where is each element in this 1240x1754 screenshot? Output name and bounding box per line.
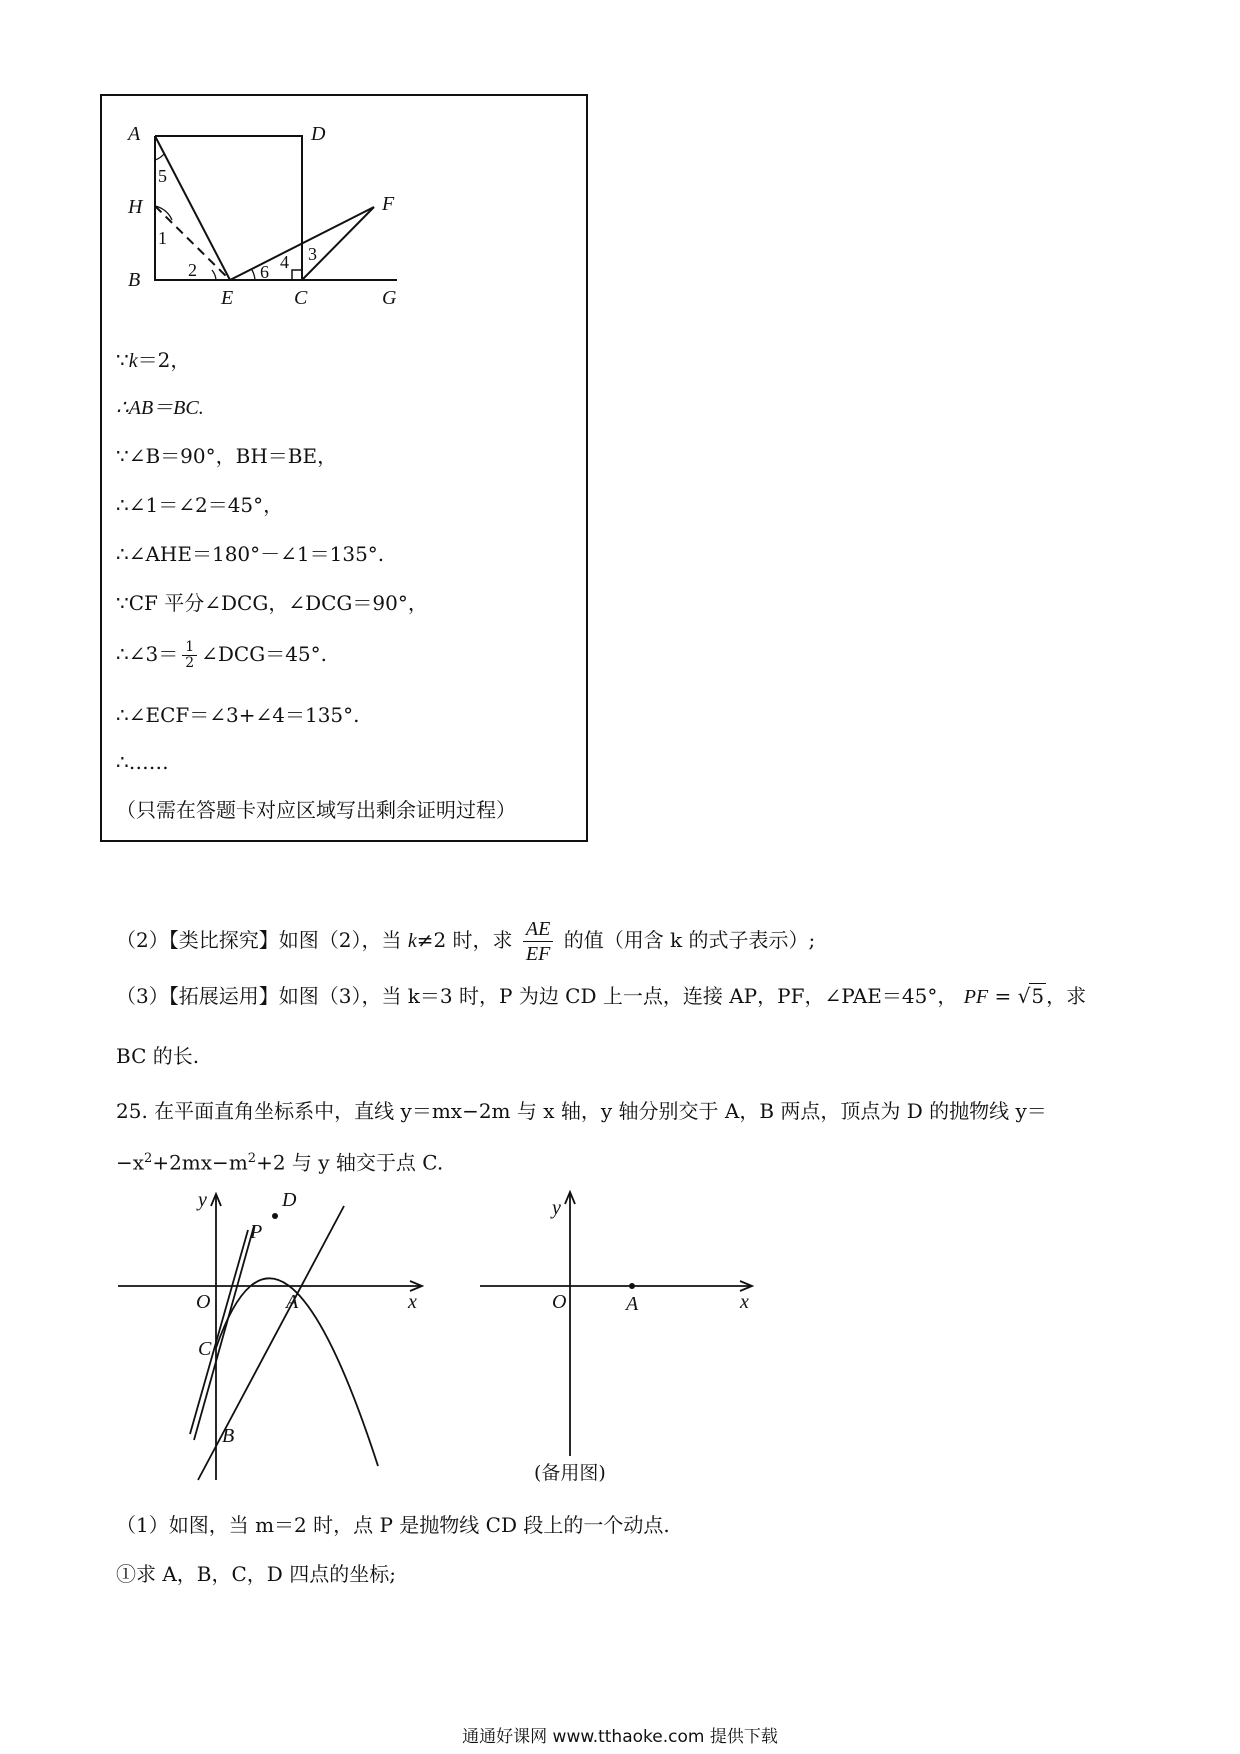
parabola-figure: [110, 1190, 440, 1490]
fraction-one-half: $\frac{1}{2}$: [182, 640, 197, 671]
fig2-label-D: D: [282, 1190, 297, 1211]
fig3-label-O: O: [552, 1291, 567, 1313]
square-geometry-figure: [120, 110, 420, 310]
subquestion-1-part-1: ①求 A，B，C，D 四点的坐标;: [116, 1562, 396, 1586]
label-D: D: [311, 123, 326, 145]
fig2-label-C: C: [198, 1338, 212, 1360]
label-F: F: [382, 193, 395, 215]
fig2-label-y: y: [198, 1190, 207, 1211]
proof-line-3: ∵∠B＝90°，BH＝BE，: [116, 444, 338, 468]
label-E: E: [221, 287, 234, 309]
fig2-label-x: x: [408, 1291, 417, 1313]
sqrt-five: √5: [1017, 984, 1045, 1008]
page-footer: 通通好课网 www.tthaoke.com 提供下载: [462, 1727, 778, 1747]
fig2-label-P: P: [250, 1221, 263, 1243]
fig3-label-x: x: [740, 1291, 749, 1313]
angle-label-2: 2: [188, 260, 197, 280]
proof-note: （只需在答题卡对应区域写出剩余证明过程）: [116, 798, 516, 822]
proof-line-1: ∵k＝2，: [116, 348, 191, 372]
fig2-label-B: B: [222, 1425, 235, 1447]
proof-line-5: ∴∠AHE＝180°－∠1＝135°.: [116, 542, 385, 566]
fraction-ae-over-ef: $\frac{AE}{EF}$: [523, 917, 553, 966]
angle-label-6: 6: [260, 262, 269, 282]
label-C: C: [294, 287, 308, 309]
proof-line-8: ∴∠ECF＝∠3+∠4＝135°.: [116, 703, 360, 727]
fig3-label-y: y: [552, 1197, 561, 1219]
label-A: A: [128, 123, 141, 145]
proof-line-7: ∴∠3＝ $\frac{1}{2}$ ∠DCG＝45°.: [116, 639, 328, 671]
fig3-label-A: A: [626, 1293, 639, 1315]
angle-label-5: 5: [158, 166, 167, 186]
proof-line-2: ∴AB＝BC.: [116, 397, 204, 419]
question-25-line-2: $-x^2+2mx-m^2+2$ 与 y 轴交于点 C.: [116, 1150, 444, 1175]
label-G: G: [382, 287, 397, 309]
spare-axes-figure: [470, 1188, 760, 1478]
question-25-line-1: 25. 在平面直角坐标系中，直线 y＝mx−2m 与 x 轴，y 轴分别交于 A，B 两点，顶点为 D 的抛物线 y＝: [116, 1099, 1047, 1123]
label-B: B: [128, 269, 141, 291]
proof-line-6: ∵CF 平分∠DCG，∠DCG＝90°，: [116, 591, 428, 615]
angle-label-1: 1: [158, 228, 167, 248]
angle-label-4: 4: [280, 252, 289, 272]
proof-line-4: ∴∠1＝∠2＝45°，: [116, 493, 284, 517]
question-2: （2）【类比探究】如图（2），当 k≠2 时，求 $\frac{AE}{EF}$ 的值（用含 k 的式子表示）;: [116, 918, 816, 965]
proof-line-9: ∴……: [116, 750, 169, 774]
label-H: H: [128, 196, 143, 218]
question-3-line-2: BC 的长.: [116, 1044, 200, 1068]
angle-label-3: 3: [308, 244, 317, 264]
spare-figure-caption: (备用图): [534, 1462, 606, 1484]
fig2-label-O: O: [196, 1291, 211, 1313]
question-3-line-1: （3）【拓展运用】如图（3），当 k＝3 时，P 为边 CD 上一点，连接 AP，PF，∠PAE＝45°， PF = √5 ，求: [116, 984, 1087, 1008]
subquestion-1: （1）如图，当 m＝2 时，点 P 是抛物线 CD 段上的一个动点.: [116, 1513, 670, 1537]
fig2-label-A: A: [286, 1291, 299, 1313]
